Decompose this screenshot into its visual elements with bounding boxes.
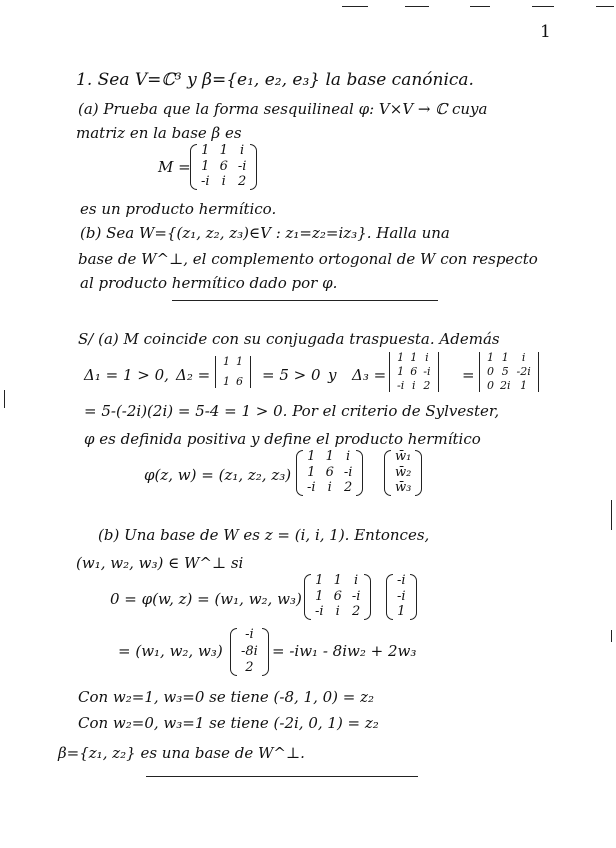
phi-matrix — [296, 450, 363, 496]
matrix-entry: 1 — [307, 464, 316, 480]
equation-1-matrix — [304, 574, 371, 620]
matrix-entry: 6 — [219, 158, 228, 174]
solution-a-line-4: φ es definida positiva y define el producto hermítico — [84, 430, 481, 448]
matrix-entry: 1 — [520, 379, 528, 393]
matrix-entry: i — [425, 351, 429, 364]
matrix-entry: 1 — [223, 375, 230, 389]
top-stroke — [342, 6, 368, 7]
matrix-entry: i — [521, 351, 526, 364]
matrix-entry: 1 — [223, 355, 230, 368]
delta2-label: Δ₂ = — [176, 366, 211, 384]
separator-line — [172, 300, 438, 301]
solution-b-line-1: (b) Una base de W es z = (i, i, 1). Entonces, — [98, 526, 430, 544]
matrix-entry: 1 — [397, 365, 405, 379]
matrix-entry: -i — [245, 627, 254, 642]
matrix-entry: 1 — [236, 355, 243, 368]
matrix-entry: -i — [397, 379, 405, 393]
delta2-determinant — [212, 356, 254, 388]
final-answer: β={z₁, z₂} es una base de W^⊥. — [58, 744, 305, 762]
matrix-entry: 1 — [487, 351, 494, 364]
matrix-entry: 2 — [343, 480, 353, 496]
matrix-entry: i — [411, 379, 416, 393]
matrix-entry: 1 — [201, 158, 210, 174]
matrix-entry: i — [346, 449, 351, 464]
solution-a-line-3: = 5-(-2i)(2i) = 5-4 = 1 > 0. Por el criterio de Sylvester, — [84, 402, 500, 420]
matrix-entry: w̄₁ — [395, 449, 412, 464]
matrix-entry: i — [335, 604, 340, 620]
matrix-entry: -i — [397, 588, 406, 604]
phi-label: φ(z, w) = (z₁, z₂, z₃) — [144, 466, 292, 484]
left-margin-mark — [4, 390, 5, 408]
matrix-entry: -i — [237, 158, 247, 174]
matrix-entry: 1 — [333, 573, 342, 588]
matrix-entry: 1 — [325, 449, 334, 464]
delta3-label: Δ₃ = — [352, 366, 387, 384]
matrix-entry: 1 — [219, 143, 228, 158]
delta3-determinant — [386, 352, 442, 392]
matrix-m-label: M = — [158, 158, 191, 176]
matrix-entry: 1 — [501, 351, 509, 364]
matrix-entry: 6 — [333, 588, 342, 604]
matrix-entry: 1 — [201, 143, 210, 158]
matrix-entry: i — [327, 480, 332, 496]
matrix-entry: w̄₂ — [395, 464, 412, 480]
matrix-entry: -i — [201, 174, 210, 190]
right-margin-mark — [611, 630, 612, 642]
solution-b-line-2: (w₁, w₂, w₃) ∈ W^⊥ si — [76, 554, 244, 572]
z-vector — [386, 574, 417, 620]
problem-line-4: es un producto hermítico. — [80, 200, 277, 218]
matrix-entry: -i — [315, 604, 324, 620]
equation-1-label: 0 = φ(w, z) = (w₁, w₂, w₃) — [110, 590, 302, 608]
problem-line-6: base de W^⊥, el complemento ortogonal de W con respecto — [78, 250, 538, 268]
top-stroke — [470, 6, 490, 7]
matrix-entry: 1 — [315, 588, 324, 604]
matrix-entry: 1 — [397, 604, 406, 620]
case-2: Con w₂=0, w₃=1 se tiene (-2i, 0, 1) = z₂ — [78, 714, 379, 732]
matrix-entry: 1 — [307, 449, 316, 464]
delta2-result: = 5 > 0 — [262, 366, 321, 384]
problem-line-1: 1. Sea V=ℂ³ y β={e₁, e₂, e₃} la base canónica. — [76, 70, 474, 90]
matrix-entry: 1 — [315, 573, 324, 588]
case-1: Con w₂=1, w₃=0 se tiene (-8, 1, 0) = z₂ — [78, 688, 375, 706]
matrix-entry: 0 — [487, 379, 494, 393]
matrix-entry: 1 — [397, 351, 405, 364]
matrix-entry: i — [354, 573, 359, 588]
equation-2-vector — [230, 628, 269, 676]
problem-line-7: al producto hermítico dado por φ. — [80, 274, 338, 292]
matrix-entry: 2i — [500, 379, 511, 393]
matrix-entry: 2 — [423, 379, 431, 393]
matrix-entry: -2i — [516, 365, 531, 379]
matrix-entry: 0 — [487, 365, 494, 379]
matrix-entry: 2 — [237, 174, 247, 190]
matrix-entry: -i — [343, 464, 353, 480]
top-stroke — [596, 6, 614, 7]
matrix-entry: 1 — [410, 351, 418, 364]
matrix-entry: -i — [397, 573, 406, 588]
matrix-m — [190, 144, 257, 190]
matrix-entry: -i — [351, 588, 361, 604]
equation-2-label: = (w₁, w₂, w₃) — [118, 642, 223, 660]
matrix-entry: 5 — [501, 365, 509, 379]
matrix-entry: 6 — [410, 365, 418, 379]
matrix-entry: w̄₃ — [395, 480, 412, 496]
matrix-entry: 6 — [236, 375, 243, 389]
matrix-entry: 6 — [325, 464, 334, 480]
w-conjugate-vector — [384, 450, 422, 496]
matrix-entry: -8i — [241, 643, 258, 659]
equals-sign: = — [462, 366, 475, 384]
delta3-reduced — [476, 352, 542, 392]
end-line — [146, 776, 418, 777]
matrix-entry: 2 — [351, 604, 361, 620]
top-stroke — [532, 6, 554, 7]
problem-line-3: matriz en la base β es — [76, 124, 242, 142]
matrix-entry: -i — [423, 365, 431, 379]
right-margin-mark — [611, 500, 612, 530]
and-word: y — [328, 366, 337, 384]
top-stroke — [405, 6, 429, 7]
matrix-entry: -i — [307, 480, 316, 496]
matrix-entry: i — [240, 143, 245, 158]
problem-line-5: (b) Sea W={(z₁, z₂, z₃)∈V : z₁=z₂=iz₃}. Halla una — [80, 224, 450, 242]
delta1: Δ₁ = 1 > 0, — [84, 366, 169, 384]
solution-a-line-1: S/ (a) M coincide con su conjugada traspuesta. Además — [78, 330, 500, 348]
matrix-entry: i — [221, 174, 226, 190]
equation-2-result: = -iw₁ - 8iw₂ + 2w₃ — [272, 642, 417, 660]
problem-line-2: (a) Prueba que la forma sesquilineal φ: V×V → ℂ cuya — [78, 100, 488, 118]
matrix-entry: 2 — [245, 660, 254, 676]
page-number: 1 — [540, 22, 551, 42]
